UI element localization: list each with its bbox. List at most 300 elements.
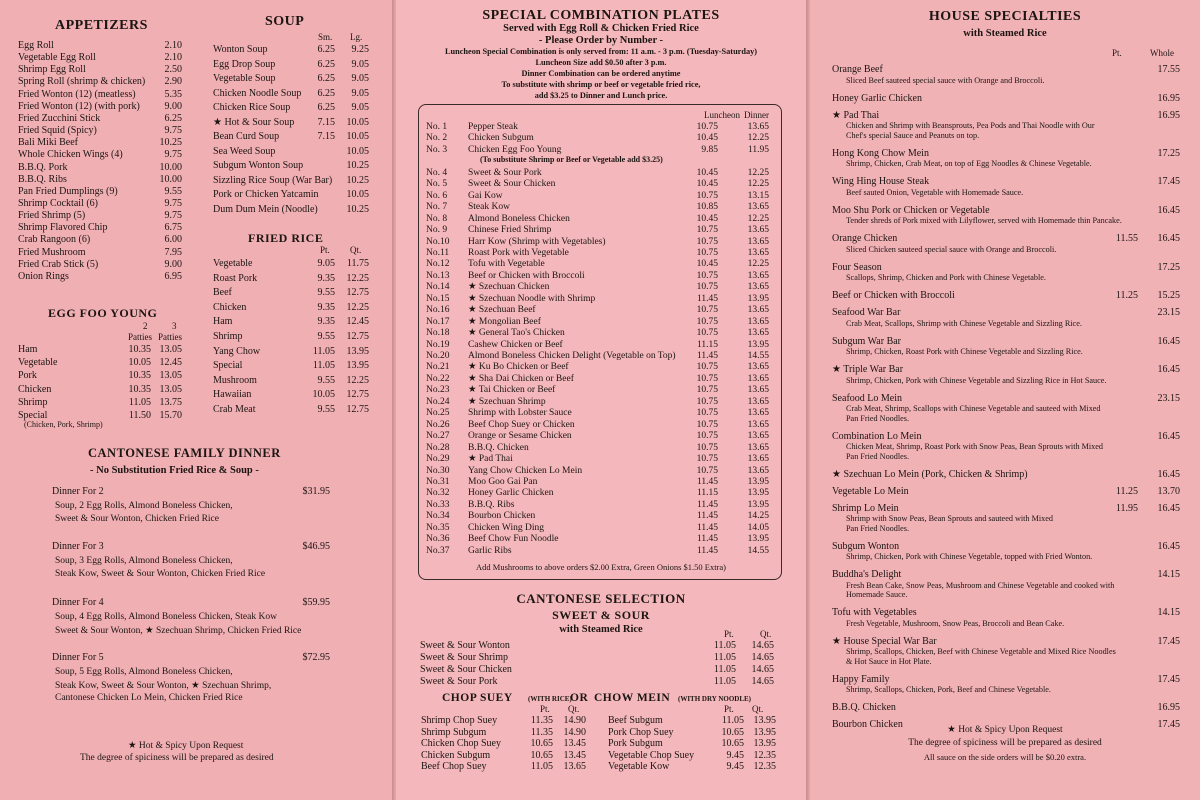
appetizer-item-name: Fried Mushroom [18, 246, 86, 258]
combo-lunch-price: 11.45 [696, 293, 718, 304]
fried-rice-item [213, 404, 369, 416]
sweet-sour-item-price: 14.65 [751, 664, 774, 675]
house-specialty-name: Honey Garlic Chicken [832, 92, 922, 104]
fried-rice-item-name: Beef [213, 287, 232, 299]
fried-rice-item-price: 12.45 [346, 316, 369, 328]
combo-dinner-price: 13.65 [747, 247, 769, 258]
combo-title: SPECIAL COMBINATION PLATES [482, 8, 720, 23]
house-specialty-whole: 17.55 [1157, 64, 1180, 75]
egg-foo-young-item-price: 10.05 [128, 357, 151, 369]
appetizer-item-name: Fried Zucchini Stick [18, 112, 101, 124]
combo-lunch-price: 10.75 [696, 282, 718, 293]
house-specialty-whole: 16.45 [1157, 233, 1180, 244]
house-specialty-whole: 16.95 [1157, 702, 1180, 713]
soup-item [213, 204, 369, 216]
house-specialty-item [832, 674, 1180, 686]
chow-mein-item-price: 10.65 [721, 726, 744, 738]
combo-note: To substitute with shrimp or beef or vegetable fried rice, [501, 80, 701, 89]
combo-dinner-price: 13.65 [747, 408, 769, 419]
family-dinner-subtitle: - No Substitution Fried Rice & Soup - [90, 465, 259, 476]
combo-note: Luncheon Special Combination is only served from: 11 a.m. - 3 p.m. (Tuesday-Saturday) [444, 47, 758, 56]
house-specialty-item [832, 607, 1180, 619]
combo-number: No.29 [426, 454, 450, 465]
combo-number: No. 6 [426, 190, 448, 201]
fried-rice-header-qt: Qt. [350, 245, 362, 255]
egg-foo-young-item [18, 397, 182, 409]
chow-mein-item-price: 13.95 [753, 726, 776, 738]
soup-item [213, 117, 369, 129]
house-specialty-whole: 17.45 [1157, 635, 1180, 647]
fried-rice-item-price: 9.55 [317, 287, 335, 299]
combo-name: Roast Pork with Vegetable [468, 247, 569, 258]
combo-lunch-price: 10.75 [696, 305, 718, 316]
chop-suey-item-name: Chicken Subgum [421, 749, 491, 761]
appetizer-item-price: 9.55 [164, 185, 182, 197]
combo-item [426, 361, 774, 373]
appetizer-item-name: Pan Fried Dumplings (9) [18, 185, 118, 197]
egg-foo-young-item-price: 13.05 [159, 383, 182, 395]
chop-suey-item-price: 13.45 [563, 749, 586, 761]
egg-foo-young-item-name: Ham [18, 344, 38, 355]
egg-foo-young-item-price: 12.45 [159, 357, 182, 369]
appetizer-item-price: 6.95 [164, 270, 182, 282]
combo-name: Cashew Chicken or Beef [468, 339, 563, 350]
chow-mein-title: CHOW MEIN [594, 692, 671, 704]
combo-item [426, 419, 774, 431]
house-specialty-desc: Shrimp with Snow Peas, Bean Sprouts and sauteed with Mixed [846, 514, 1053, 523]
combo-name: Sweet & Sour Chicken [468, 179, 556, 190]
chop-suey-item-name: Chicken Chop Suey [421, 738, 501, 750]
appetizer-item-name: Fried Wonton (12) (with pork) [18, 100, 140, 112]
combo-item [426, 201, 774, 213]
house-specialty-whole: 16.45 [1157, 468, 1180, 480]
combo-dinner-price: 13.95 [747, 499, 769, 510]
family-dinner-desc: Sweet & Sour Wonton, ★ Szechuan Shrimp, Chicken Fried Rice [55, 626, 302, 636]
house-specialty-name: ★ Szechuan Lo Mein (Pork, Chicken & Shrimp) [832, 468, 1028, 480]
soup-item-price: 6.25 [317, 102, 335, 113]
house-specialty-desc: Pan Fried Noodles. [846, 413, 909, 423]
sweet-sour-item-price: 11.05 [713, 664, 736, 675]
appetizer-item-price: 2.90 [164, 76, 182, 88]
combo-item [426, 499, 774, 511]
combo-number: No.35 [426, 522, 450, 533]
combo-name: Bourbon Chicken [468, 511, 536, 522]
house-specialty-item [832, 431, 1180, 443]
house-specialty-item [832, 233, 1180, 245]
appetizer-item-name: B.B.Q. Ribs [18, 173, 67, 185]
family-dinner-item [52, 597, 330, 609]
combo-item [426, 258, 774, 270]
combo-number: No.30 [426, 465, 450, 476]
combo-name: Yang Chow Chicken Lo Mein [468, 465, 583, 476]
chop-suey-title: CHOP SUEY [442, 692, 513, 704]
combo-number: No.31 [426, 476, 450, 487]
house-specialty-name: Orange Chicken [832, 233, 898, 244]
chow-mein-item-price: 9.45 [726, 749, 744, 761]
egg-foo-young-item-name: Pork [18, 370, 37, 382]
appetizer-item [18, 222, 184, 234]
combo-dinner-price: 13.65 [747, 236, 769, 247]
combo-lunch-price: 10.75 [696, 270, 718, 281]
sweet-sour-item-price: 14.65 [751, 652, 774, 663]
cantonese-title: CANTONESE SELECTION [516, 591, 686, 606]
combo-number: No.21 [426, 362, 450, 373]
family-dinner-item-name: Dinner For 3 [52, 541, 104, 552]
fried-rice-item [213, 287, 369, 299]
hot-spicy-note: ★ Hot & Spicy Upon Request [128, 741, 244, 751]
house-specialty-whole: 23.15 [1157, 392, 1180, 404]
chop-suey-item-price: 11.35 [530, 726, 553, 738]
header-luncheon: Luncheon [704, 110, 740, 120]
fried-rice-item [213, 273, 369, 285]
egg-foo-young-item-name: Chicken [18, 383, 52, 395]
combo-dinner-price: 13.95 [747, 476, 769, 487]
house-specialty-desc: Sliced Chicken sauteed special sauce with Orange and Broccoli. [846, 244, 1057, 254]
house-specialty-desc: Fresh Bean Cake, Snow Peas, Mushroom and Chinese Vegetable and cooked with [846, 580, 1115, 590]
combo-note: (To substitute Shrimp or Beef or Vegetable add $3.25) [480, 155, 663, 165]
house-specialty-whole: 17.45 [1157, 719, 1180, 730]
chop-suey-item [421, 727, 589, 739]
egg-foo-young-item-price: 13.05 [159, 370, 182, 382]
sauce-note: All sauce on the side orders will be $0.20 extra. [923, 752, 1087, 762]
combo-name: ★ Pad Thai [468, 454, 513, 465]
egg-foo-young-item [18, 370, 182, 382]
combo-number: No. 5 [426, 179, 448, 190]
combo-number: No.36 [426, 534, 450, 545]
fried-rice-item-price: 12.75 [346, 331, 369, 342]
egg-foo-young-item [18, 344, 182, 356]
egg-foo-young-item-price: 13.05 [159, 344, 182, 355]
house-specialty-pt: 11.25 [1115, 485, 1138, 497]
combo-lunch-price: 10.75 [696, 328, 718, 339]
chop-suey-item-price: 10.65 [530, 749, 553, 761]
appetizer-item-price: 10.00 [159, 161, 182, 173]
sweet-sour-item-price: 11.05 [713, 652, 736, 663]
header-dinner: Dinner [744, 110, 769, 120]
combo-lunch-price: 10.75 [696, 385, 718, 396]
chop-suey-item [421, 738, 589, 750]
combo-number: No.14 [426, 282, 450, 293]
house-specialty-desc: Sliced Beef sauteed special sauce with Orange and Broccoli. [846, 75, 1045, 85]
combo-addons: Add Mushrooms to above orders $2.00 Extra, Green Onions $1.50 Extra) [476, 562, 726, 572]
soup-item-name: Dum Dum Mein (Noodle) [213, 203, 318, 215]
house-specialty-desc: Chicken Meat, Shrimp, Roast Pork with Snow Peas, Bean Sprouts with Mixed [846, 442, 1103, 451]
house-specialty-whole: 15.25 [1157, 290, 1180, 301]
egg-foo-young-h2: 3 [172, 321, 177, 331]
combo-lunch-price: 10.45 [696, 167, 718, 178]
fried-rice-item [213, 346, 369, 358]
appetizer-item [18, 198, 184, 210]
soup-item [213, 102, 369, 114]
spiciness-note: The degree of spiciness will be prepared as desired [908, 738, 1102, 748]
egg-foo-young-item [18, 357, 182, 369]
fried-rice-item-name: Crab Meat [213, 404, 256, 415]
house-specialty-name: Four Season [832, 261, 882, 273]
combo-item [426, 190, 774, 202]
house-specialty-name: Buddha's Delight [832, 569, 902, 580]
house-specialty-name: Tofu with Vegetables [832, 607, 917, 618]
house-specialty-whole: 16.45 [1157, 204, 1180, 216]
combo-lunch-price: 10.45 [696, 133, 718, 144]
house-specialty-desc: Tender shreds of Pork mixed with Lilyflower, served with Homemade thin Pancake. [846, 216, 1122, 225]
chow-mein-item [608, 761, 778, 773]
combo-name: Almond Boneless Chicken Delight (Vegetable on Top) [468, 351, 676, 361]
soup-item-name: Bean Curd Soup [213, 131, 280, 142]
house-specialty-desc: Homemade Sauce. [846, 590, 908, 599]
house-specialty-item [832, 93, 1180, 105]
house-specialty-desc: Shrimp, Chicken, Pork with Chinese Vegetable and Sizzling Rice in Hot Sauce. [846, 375, 1107, 385]
combo-number: No.16 [426, 305, 450, 316]
appetizer-item-name: B.B.Q. Pork [18, 161, 68, 173]
combo-item [426, 236, 774, 248]
combo-name: ★ Szechuan Beef [468, 305, 536, 316]
fried-rice-item [213, 375, 369, 387]
chop-suey-item-name: Shrimp Chop Suey [421, 715, 498, 726]
combo-item [426, 384, 774, 396]
combo-name: ★ Ku Bo Chicken or Beef [468, 362, 569, 373]
combo-name: Garlic Ribs [468, 545, 512, 556]
combo-note: add $3.25 to Dinner and Lunch price. [534, 91, 668, 100]
appetizer-item [18, 52, 184, 64]
chop-suey-with: (WITH RICE) [528, 695, 572, 703]
sweet-sour-item-name: Sweet & Sour Wonton [420, 640, 510, 651]
house-specialty-name: Happy Family [832, 673, 890, 685]
combo-item [426, 304, 774, 316]
combo-name: Beef or Chicken with Broccoli [468, 270, 585, 281]
combo-lunch-price: 10.75 [696, 236, 718, 247]
combo-number: No. 9 [426, 225, 448, 236]
soup-item-price: 6.25 [317, 73, 335, 84]
combo-name: Beef Chop Suey or Chicken [468, 419, 575, 430]
house-specialty-name: Subgum War Bar [832, 335, 902, 347]
soup-title: SOUP [265, 14, 305, 29]
appetizer-item-name: Spring Roll (shrimp & chicken) [18, 76, 146, 88]
egg-foo-young-item-price: 11.50 [128, 410, 151, 421]
house-specialty-item [832, 486, 1180, 498]
middle-menu-panel [396, 0, 806, 800]
chop-suey-item-price: 14.90 [563, 726, 586, 738]
house-specialty-whole: 14.15 [1157, 569, 1180, 580]
house-specialty-item [832, 503, 1180, 515]
header-whole: Whole [1150, 48, 1174, 58]
combo-name: Chicken Wing Ding [468, 522, 544, 533]
combo-name: B.B.Q. Ribs [468, 499, 515, 510]
appetizer-item [18, 64, 184, 76]
combo-note: Luncheon Size add $0.50 after 3 p.m. [535, 58, 667, 67]
family-dinner-desc: Soup, 5 Egg Rolls, Almond Boneless Chicken, [55, 667, 233, 677]
combo-dinner-price: 13.65 [747, 465, 769, 476]
family-dinner-desc: Cantonese Chicken Lo Mein, Chicken Fried Rice [55, 693, 243, 703]
appetizer-item [18, 247, 184, 259]
appetizer-item [18, 174, 184, 186]
chow-mein-item-price: 12.35 [753, 749, 776, 761]
chow-mein-item-price: 11.05 [721, 715, 744, 726]
soup-item-price: 9.25 [351, 44, 369, 55]
combo-lunch-price: 10.45 [696, 179, 718, 190]
combo-lunch-price: 10.75 [696, 122, 718, 132]
house-specialty-whole: 16.45 [1157, 364, 1180, 375]
combo-dinner-price: 13.65 [747, 385, 769, 396]
combo-item [426, 224, 774, 236]
appetizer-item [18, 234, 184, 246]
header-pt: Pt. [1112, 48, 1122, 58]
combo-name: Shrimp with Lobster Sauce [468, 408, 572, 419]
combo-note: Dinner Combination can be ordered anytime [521, 69, 681, 78]
combo-name: ★ Sha Dai Chicken or Beef [468, 373, 574, 384]
fried-rice-item-price: 10.05 [312, 389, 335, 401]
soup-item-price: 10.25 [346, 160, 369, 171]
appetizer-item [18, 271, 184, 283]
combo-sub1: Served with Egg Roll & Chicken Fried Rice [503, 23, 699, 34]
combo-name: ★ Szechuan Chicken [468, 282, 550, 293]
appetizer-item [18, 40, 184, 52]
house-specialty-name: Subgum Wonton [832, 540, 900, 552]
house-specialty-item [832, 336, 1180, 348]
combo-item [426, 407, 774, 419]
house-specialty-whole: 17.45 [1157, 176, 1180, 187]
combo-item [426, 281, 774, 293]
soup-item-price: 10.25 [346, 174, 369, 186]
soup-item [213, 189, 369, 201]
family-dinner-item-price: $46.95 [302, 541, 330, 552]
family-dinner-item [52, 652, 330, 664]
combo-item [426, 350, 774, 362]
house-specialty-desc: & Hot Sauce in Hot Plate. [846, 656, 932, 666]
house-specialty-name: Shrimp Lo Mein [832, 502, 899, 514]
combo-name: Beef Chow Fun Noodle [468, 534, 559, 545]
combo-dinner-price: 13.65 [747, 431, 769, 442]
soup-item-price: 10.05 [346, 189, 369, 200]
chow-mein-item-name: Pork Subgum [608, 738, 663, 750]
house-specialty-desc: Shrimp, Scallops, Chicken, Beef with Chinese Vegetable and Mixed Rice Noodles [846, 647, 1116, 656]
right-menu-panel [810, 0, 1200, 800]
sweet-sour-item [420, 652, 776, 664]
combo-number: No.25 [426, 408, 450, 419]
combo-lunch-price: 10.75 [696, 465, 718, 476]
combo-dinner-price: 13.65 [747, 202, 769, 213]
combo-lunch-price: 10.75 [696, 396, 718, 407]
soup-item-name: Subgum Wonton Soup [213, 160, 304, 171]
combo-lunch-price: 10.75 [696, 190, 718, 201]
combo-name: ★ Tai Chicken or Beef [468, 385, 556, 396]
combo-item [426, 339, 774, 351]
fried-rice-item-name: Hawaiian [213, 389, 252, 401]
soup-item-price: 6.25 [317, 58, 335, 70]
egg-foo-young-item-name: Shrimp [18, 396, 48, 408]
combo-number: No.28 [426, 442, 450, 453]
chow-mein-item-price: 13.95 [753, 715, 776, 726]
soup-header-lg: Lg. [350, 32, 363, 42]
combo-lunch-price: 10.75 [696, 373, 718, 384]
combo-name: Chicken Subgum [468, 133, 534, 144]
family-dinner-item [52, 486, 330, 498]
combo-dinner-price: 13.65 [747, 316, 769, 327]
appetizer-item [18, 113, 184, 125]
chow-mein-item-name: Vegetable Chop Suey [608, 749, 695, 761]
fried-rice-item-price: 12.25 [346, 374, 369, 386]
chop-suey-item-name: Beef Chop Suey [421, 761, 487, 773]
appetizer-item-name: Fried Shrimp (5) [18, 210, 86, 222]
family-dinner-desc: Steak Kow, Sweet & Sour Wonton, ★ Szechuan Shrimp, [55, 681, 272, 691]
house-specialty-desc: Chef's special Sauce and Peanuts on top. [846, 130, 980, 140]
combo-number: No.34 [426, 511, 450, 522]
appetizer-item-price: 2.50 [164, 64, 182, 76]
fried-rice-item-price: 9.35 [317, 301, 335, 313]
combo-lunch-price: 10.75 [696, 454, 718, 465]
chow-header-pt: Pt. [724, 704, 734, 714]
sweet-sour-item-name: Sweet & Sour Shrimp [420, 652, 509, 663]
combo-number: No.32 [426, 488, 450, 499]
egg-foo-young-item-price: 13.75 [159, 396, 182, 408]
combo-dinner-price: 14.25 [747, 511, 769, 522]
combo-name: Steak Kow [468, 202, 510, 213]
appetizer-item-name: Onion Rings [18, 270, 69, 282]
chow-mein-item [608, 750, 778, 762]
family-dinner-item-price: $72.95 [302, 652, 330, 663]
combo-lunch-price: 10.45 [696, 213, 718, 224]
sweet-sour-item [420, 676, 776, 688]
appetizer-item [18, 149, 184, 161]
soup-item-price: 10.25 [346, 203, 369, 215]
house-specialty-desc: Crab Meat, Shrimp, Scallops with Chinese Vegetable and sauteed with Mixed [846, 404, 1101, 413]
appetizer-item-price: 2.10 [164, 52, 182, 64]
house-specialty-whole: 16.45 [1157, 335, 1180, 347]
house-specialty-item [832, 307, 1180, 319]
combo-number: No.24 [426, 396, 450, 407]
house-specialty-desc: Pan Fried Noodles. [846, 523, 909, 533]
combo-item [426, 178, 774, 190]
house-specialty-whole: 16.45 [1157, 540, 1180, 552]
chop-suey-item-price: 13.45 [563, 738, 586, 750]
appetizer-item-price: 9.75 [164, 125, 182, 137]
house-specialty-whole: 17.25 [1157, 147, 1180, 159]
fried-rice-item [213, 316, 369, 328]
combo-dinner-price: 13.95 [747, 488, 769, 499]
fried-rice-item-price: 12.75 [346, 404, 369, 415]
house-specialty-whole: 14.15 [1157, 607, 1180, 618]
combo-name: ★ Szechuan Noodle with Shrimp [468, 293, 596, 304]
fried-rice-item-name: Shrimp [213, 331, 243, 342]
soup-item-name: Sizzling Rice Soup (War Bar) [213, 174, 333, 186]
house-specialty-pt: 11.55 [1115, 233, 1138, 244]
fried-rice-item-name: Mushroom [213, 374, 257, 386]
house-specialty-name: Seafood War Bar [832, 307, 901, 318]
fried-rice-item-price: 12.25 [346, 301, 369, 313]
soup-item-name: Vegetable Soup [213, 73, 276, 84]
appetizer-item-name: Shrimp Flavored Chip [18, 222, 108, 234]
appetizer-item-name: Shrimp Egg Roll [18, 64, 86, 76]
combo-lunch-price: 11.15 [696, 488, 718, 499]
combo-name: Chinese Fried Shrimp [468, 225, 552, 236]
soup-item-name: Sea Weed Soup [213, 145, 276, 157]
combo-item [426, 430, 774, 442]
fried-rice-item-price: 9.55 [317, 404, 335, 415]
fried-rice-item-price: 13.95 [346, 345, 369, 357]
combo-item [426, 487, 774, 499]
house-specialty-item [832, 636, 1180, 648]
family-dinner-desc: Sweet & Sour Wonton, Chicken Fried Rice [55, 514, 219, 524]
combo-number: No.11 [426, 247, 450, 258]
family-dinner-desc: Steak Kow, Sweet & Sour Wonton, Chicken Fried Rice [55, 569, 266, 579]
combo-lunch-price: 11.45 [696, 499, 718, 510]
chop-suey-item-price: 13.65 [563, 761, 586, 773]
combo-name: Moo Goo Gai Pan [468, 476, 538, 487]
combo-item [426, 442, 774, 454]
chop-suey-item [421, 715, 589, 727]
combo-lunch-price: 10.75 [696, 316, 718, 327]
house-specialty-pt: 11.25 [1115, 290, 1138, 301]
appetizer-item-price: 9.00 [164, 258, 182, 270]
